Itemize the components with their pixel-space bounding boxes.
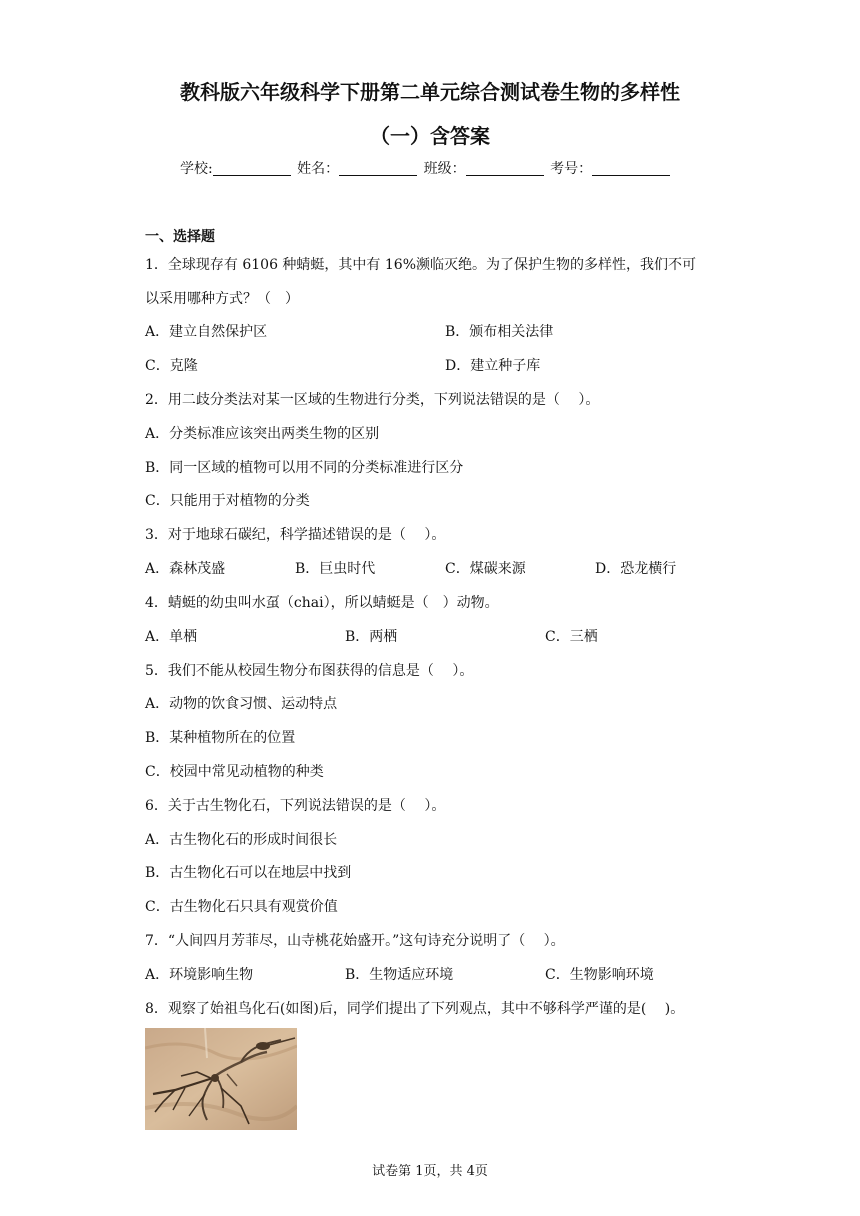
- question-5-text: 5．我们不能从校园生物分布图获得的信息是（ ）。: [145, 663, 474, 679]
- class-blank: [466, 161, 544, 176]
- class-label: 班级：: [423, 161, 466, 177]
- q7-option-c: C．生物影响环境: [545, 967, 654, 983]
- question-4-text: 4．蜻蜓的幼虫叫水虿（chai），所以蜻蜓是（ ）动物。: [145, 595, 499, 611]
- section-heading: 一、选择题: [145, 229, 215, 245]
- q6-option-b: B．古生物化石可以在地层中找到: [145, 865, 352, 881]
- q3-option-a: A．森林茂盛: [145, 561, 226, 577]
- question-1-text: 1．全球现存有 6106 种蜻蜓，其中有 16%濒临灭绝。为了保护生物的多样性，我们不可: [145, 257, 697, 273]
- school-blank: [213, 161, 291, 176]
- name-blank: [339, 161, 417, 176]
- question-6-text: 6．关于古生物化石，下列说法错误的是（ ）。: [145, 798, 446, 814]
- q7-option-a: A．环境影响生物: [145, 967, 254, 983]
- q3-option-d: D．恐龙横行: [595, 561, 677, 577]
- q4-option-b: B．两栖: [345, 629, 398, 645]
- exam-number-blank: [592, 161, 670, 176]
- q3-option-b: B．巨虫时代: [295, 561, 376, 577]
- q7-option-b: B．生物适应环境: [345, 967, 454, 983]
- page-subtitle: （一）含答案: [370, 124, 490, 148]
- q2-option-a: A．分类标准应该突出两类生物的区别: [145, 426, 380, 442]
- q3-option-c: C．煤碳来源: [445, 561, 526, 577]
- q6-option-c: C．古生物化石只具有观赏价值: [145, 899, 338, 915]
- q1-option-d: D．建立种子库: [445, 358, 541, 374]
- q1-option-c: C．克隆: [145, 358, 198, 374]
- school-label: 学校:: [180, 161, 213, 177]
- q4-option-a: A．单栖: [145, 629, 198, 645]
- student-info-row: [180, 158, 672, 178]
- q2-option-b: B．同一区域的植物可以用不同的分类标准进行区分: [145, 460, 464, 476]
- exam-number-label: 考号：: [550, 161, 593, 177]
- question-1-text-cont: 以采用哪种方式？（ ）: [145, 291, 299, 307]
- page-title: 教科版六年级科学下册第二单元综合测试卷生物的多样性: [180, 80, 680, 104]
- q5-option-a: A．动物的饮食习惯、运动特点: [145, 696, 338, 712]
- question-2-text: 2．用二歧分类法对某一区域的生物进行分类，下列说法错误的是（ ）。: [145, 392, 600, 408]
- page-footer: 试卷第 1页，共 4页: [372, 1164, 488, 1179]
- q1-option-a: A．建立自然保护区: [145, 324, 268, 340]
- archaeopteryx-fossil-image: [145, 1028, 297, 1130]
- question-8-text: 8．观察了始祖鸟化石(如图)后，同学们提出了下列观点，其中不够科学严谨的是( )。: [145, 1001, 685, 1017]
- question-7-text: 7．“人间四月芳菲尽，山寺桃花始盛开。”这句诗充分说明了（ ）。: [145, 933, 565, 949]
- q5-option-b: B．某种植物所在的位置: [145, 730, 296, 746]
- q1-option-b: B．颁布相关法律: [445, 324, 554, 340]
- q6-option-a: A．古生物化石的形成时间很长: [145, 832, 338, 848]
- q4-option-c: C．三栖: [545, 629, 598, 645]
- q2-option-c: C．只能用于对植物的分类: [145, 493, 310, 509]
- q5-option-c: C．校园中常见动植物的种类: [145, 764, 324, 780]
- name-label: 姓名：: [297, 161, 340, 177]
- question-3-text: 3．对于地球石碳纪，科学描述错误的是（ ）。: [145, 527, 446, 543]
